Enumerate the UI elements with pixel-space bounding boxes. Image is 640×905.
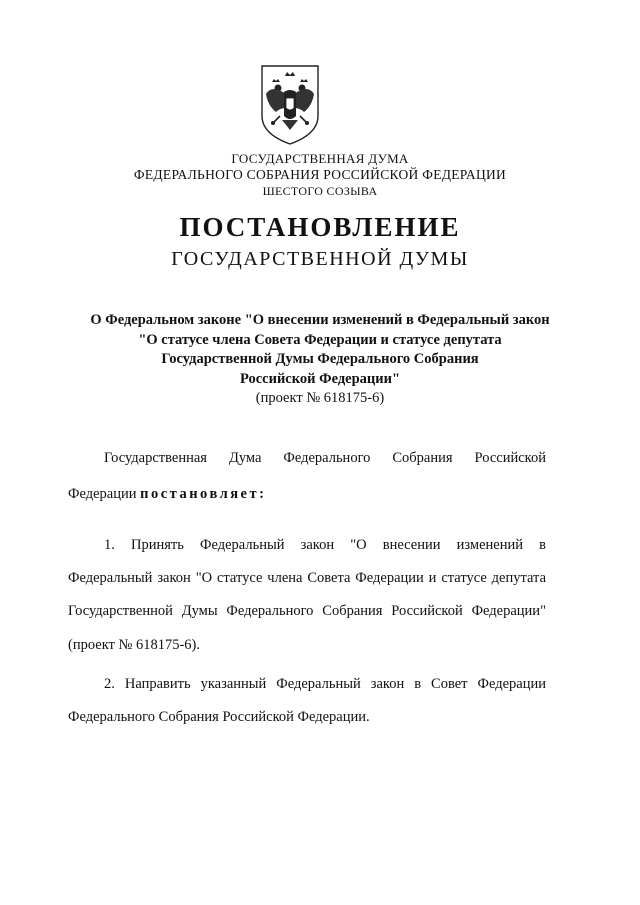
about-line: Государственной Думы Федерального Собрания xyxy=(161,351,479,367)
about-line: "О статусе члена Совета Федерации и статусе депутата xyxy=(138,331,502,348)
document-subtitle: ГОСУДАРСТВЕННОЙ ДУМЫ xyxy=(171,248,469,270)
about-project-number: (проект № 618175-6) xyxy=(255,390,385,406)
item-2-line-1: 2. Направить указанный Федеральный закон в Совет Федерации xyxy=(104,676,546,692)
preamble-line-2 xyxy=(68,486,546,503)
preamble-resolves: постановляет: xyxy=(140,486,267,502)
about-block xyxy=(0,311,640,409)
header-line-1: ГОСУДАРСТВЕННАЯ ДУМА xyxy=(231,151,409,166)
preamble-start: Федерации xyxy=(68,486,137,502)
item-1-line-1: 1. Принять Федеральный закон "О внесении изменений в xyxy=(104,537,546,553)
about-line: О Федеральном законе "О внесении изменений в Федеральный закон xyxy=(90,312,550,328)
header-line-3: ШЕСТОГО СОЗЫВА xyxy=(262,184,378,198)
about-line: Российской Федерации" xyxy=(239,370,401,387)
document-title: ПОСТАНОВЛЕНИЕ xyxy=(179,212,461,242)
item-2-line-2: Федерального Собрания Российской Федерации. xyxy=(68,709,370,725)
item-1-line-2: Федеральный закон "О статусе члена Совета Федерации и статусе депутата xyxy=(68,570,546,586)
item-1-line-3: Государственной Думы Федерального Собрания Российской Федерации" xyxy=(68,603,546,619)
double-headed-eagle-icon xyxy=(258,64,322,146)
item-1-line-4: (проект № 618175-6). xyxy=(68,637,201,653)
header-line-2: ФЕДЕРАЛЬНОГО СОБРАНИЯ РОССИЙСКОЙ ФЕДЕРАЦИИ xyxy=(133,167,507,182)
preamble-line-1: Государственная Дума Федерального Собрания Российской xyxy=(104,450,546,466)
